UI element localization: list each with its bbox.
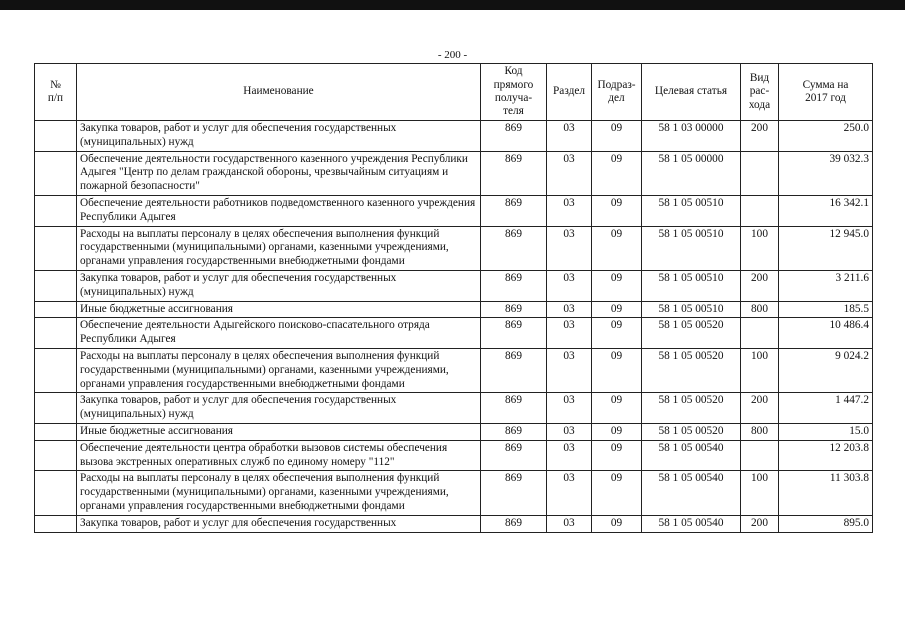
- row-code: 869: [481, 121, 547, 152]
- row-expense-type: [741, 440, 779, 471]
- row-article: 58 1 05 00510: [642, 195, 741, 226]
- row-subsection: 09: [592, 515, 642, 532]
- row-name: Закупка товаров, работ и услуг для обеспечения государственных: [77, 515, 481, 532]
- row-name: Обеспечение деятельности государственного казенного учреждения Республики Адыгея "Центр по делам гражданской обороны, чрезвычайным ситуациям и пожарной безопасности": [77, 151, 481, 195]
- table-row: [35, 151, 873, 195]
- row-article: 58 1 03 00000: [642, 121, 741, 152]
- row-code: 869: [481, 318, 547, 349]
- header-article: Целевая статья: [642, 64, 741, 121]
- row-expense-type: [741, 318, 779, 349]
- row-article: 58 1 05 00000: [642, 151, 741, 195]
- row-name: Расходы на выплаты персоналу в целях обеспечения выполнения функций государственными (муниципальными) органами, казенными учреждениями, органами управления государственными внебюджетными фондами: [77, 348, 481, 392]
- row-sum: 10 486.4: [779, 318, 873, 349]
- row-sum: 15.0: [779, 423, 873, 440]
- table-row: [35, 318, 873, 349]
- row-code: 869: [481, 423, 547, 440]
- row-code: 869: [481, 195, 547, 226]
- row-sum: 12 945.0: [779, 226, 873, 270]
- row-article: 58 1 05 00520: [642, 348, 741, 392]
- row-expense-type: 200: [741, 515, 779, 532]
- row-name: Закупка товаров, работ и услуг для обеспечения государственных (муниципальных) нужд: [77, 121, 481, 152]
- row-name: Обеспечение деятельности работников подведомственного казенного учреждения Республики Адыгея: [77, 195, 481, 226]
- row-section: 03: [547, 301, 592, 318]
- header-sum: Сумма на 2017 год: [779, 64, 873, 121]
- table-row: [35, 471, 873, 515]
- header-name: Наименование: [77, 64, 481, 121]
- row-subsection: 09: [592, 348, 642, 392]
- header-num: № п/п: [35, 64, 77, 121]
- row-name: Обеспечение деятельности центра обработки вызовов системы обеспечения вызова экстренных оперативных служб по единому номеру "112": [77, 440, 481, 471]
- row-code: 869: [481, 151, 547, 195]
- row-section: 03: [547, 393, 592, 424]
- table-row: [35, 515, 873, 532]
- row-article: 58 1 05 00540: [642, 515, 741, 532]
- row-name: Закупка товаров, работ и услуг для обеспечения государственных (муниципальных) нужд: [77, 270, 481, 301]
- header-code: Код прямого получа- теля: [481, 64, 547, 121]
- budget-table: [34, 63, 873, 533]
- row-section: 03: [547, 471, 592, 515]
- table-row: [35, 195, 873, 226]
- header-section: Раздел: [547, 64, 592, 121]
- row-expense-type: 100: [741, 226, 779, 270]
- table-header-row: [35, 64, 873, 121]
- row-num: [35, 195, 77, 226]
- row-num: [35, 515, 77, 532]
- row-sum: 250.0: [779, 121, 873, 152]
- row-article: 58 1 05 00510: [642, 226, 741, 270]
- row-expense-type: 200: [741, 393, 779, 424]
- row-sum: 16 342.1: [779, 195, 873, 226]
- row-section: 03: [547, 515, 592, 532]
- row-num: [35, 301, 77, 318]
- row-article: 58 1 05 00540: [642, 471, 741, 515]
- row-expense-type: 200: [741, 121, 779, 152]
- row-num: [35, 270, 77, 301]
- row-subsection: 09: [592, 393, 642, 424]
- row-subsection: 09: [592, 226, 642, 270]
- row-num: [35, 393, 77, 424]
- row-expense-type: 100: [741, 348, 779, 392]
- row-expense-type: 800: [741, 423, 779, 440]
- row-subsection: 09: [592, 318, 642, 349]
- row-article: 58 1 05 00510: [642, 301, 741, 318]
- row-name: Закупка товаров, работ и услуг для обеспечения государственных (муниципальных) нужд: [77, 393, 481, 424]
- row-name: Иные бюджетные ассигнования: [77, 301, 481, 318]
- row-section: 03: [547, 318, 592, 349]
- page-top-border: [0, 0, 905, 10]
- row-num: [35, 121, 77, 152]
- row-section: 03: [547, 440, 592, 471]
- row-section: 03: [547, 423, 592, 440]
- table-row: [35, 226, 873, 270]
- header-subsection: Подраз- дел: [592, 64, 642, 121]
- row-name: Расходы на выплаты персоналу в целях обеспечения выполнения функций государственными (муниципальными) органами, казенными учреждениями, органами управления государственными внебюджетными фондами: [77, 226, 481, 270]
- table-row: [35, 301, 873, 318]
- row-num: [35, 348, 77, 392]
- row-expense-type: [741, 195, 779, 226]
- row-code: 869: [481, 471, 547, 515]
- table-row: [35, 348, 873, 392]
- row-section: 03: [547, 121, 592, 152]
- row-subsection: 09: [592, 121, 642, 152]
- row-sum: 185.5: [779, 301, 873, 318]
- row-section: 03: [547, 195, 592, 226]
- row-code: 869: [481, 270, 547, 301]
- row-name: Расходы на выплаты персоналу в целях обеспечения выполнения функций государственными (муниципальными) органами, казенными учреждениями, органами управления государственными внебюджетными фондами: [77, 471, 481, 515]
- row-num: [35, 423, 77, 440]
- row-sum: 1 447.2: [779, 393, 873, 424]
- row-article: 58 1 05 00520: [642, 393, 741, 424]
- row-article: 58 1 05 00520: [642, 318, 741, 349]
- row-subsection: 09: [592, 195, 642, 226]
- table-row: [35, 121, 873, 152]
- table-row: [35, 270, 873, 301]
- table-row: [35, 440, 873, 471]
- row-code: 869: [481, 301, 547, 318]
- row-subsection: 09: [592, 151, 642, 195]
- row-subsection: 09: [592, 440, 642, 471]
- row-sum: 895.0: [779, 515, 873, 532]
- row-num: [35, 471, 77, 515]
- page-number: - 200 -: [437, 49, 468, 61]
- row-num: [35, 440, 77, 471]
- row-subsection: 09: [592, 270, 642, 301]
- row-section: 03: [547, 348, 592, 392]
- row-sum: 11 303.8: [779, 471, 873, 515]
- row-num: [35, 226, 77, 270]
- row-sum: 12 203.8: [779, 440, 873, 471]
- row-code: 869: [481, 348, 547, 392]
- row-article: 58 1 05 00510: [642, 270, 741, 301]
- row-sum: 3 211.6: [779, 270, 873, 301]
- row-section: 03: [547, 270, 592, 301]
- row-num: [35, 318, 77, 349]
- row-code: 869: [481, 393, 547, 424]
- row-code: 869: [481, 515, 547, 532]
- row-name: Иные бюджетные ассигнования: [77, 423, 481, 440]
- table-row: [35, 423, 873, 440]
- row-subsection: 09: [592, 471, 642, 515]
- table-row: [35, 393, 873, 424]
- row-article: 58 1 05 00520: [642, 423, 741, 440]
- row-article: 58 1 05 00540: [642, 440, 741, 471]
- row-sum: 9 024.2: [779, 348, 873, 392]
- row-section: 03: [547, 226, 592, 270]
- row-expense-type: 200: [741, 270, 779, 301]
- row-expense-type: 800: [741, 301, 779, 318]
- row-code: 869: [481, 226, 547, 270]
- row-name: Обеспечение деятельности Адыгейского поисково-спасательного отряда Республики Адыгея: [77, 318, 481, 349]
- row-subsection: 09: [592, 301, 642, 318]
- header-expense-type: Вид рас- хода: [741, 64, 779, 121]
- row-expense-type: [741, 151, 779, 195]
- row-code: 869: [481, 440, 547, 471]
- row-expense-type: 100: [741, 471, 779, 515]
- row-section: 03: [547, 151, 592, 195]
- row-sum: 39 032.3: [779, 151, 873, 195]
- row-num: [35, 151, 77, 195]
- row-subsection: 09: [592, 423, 642, 440]
